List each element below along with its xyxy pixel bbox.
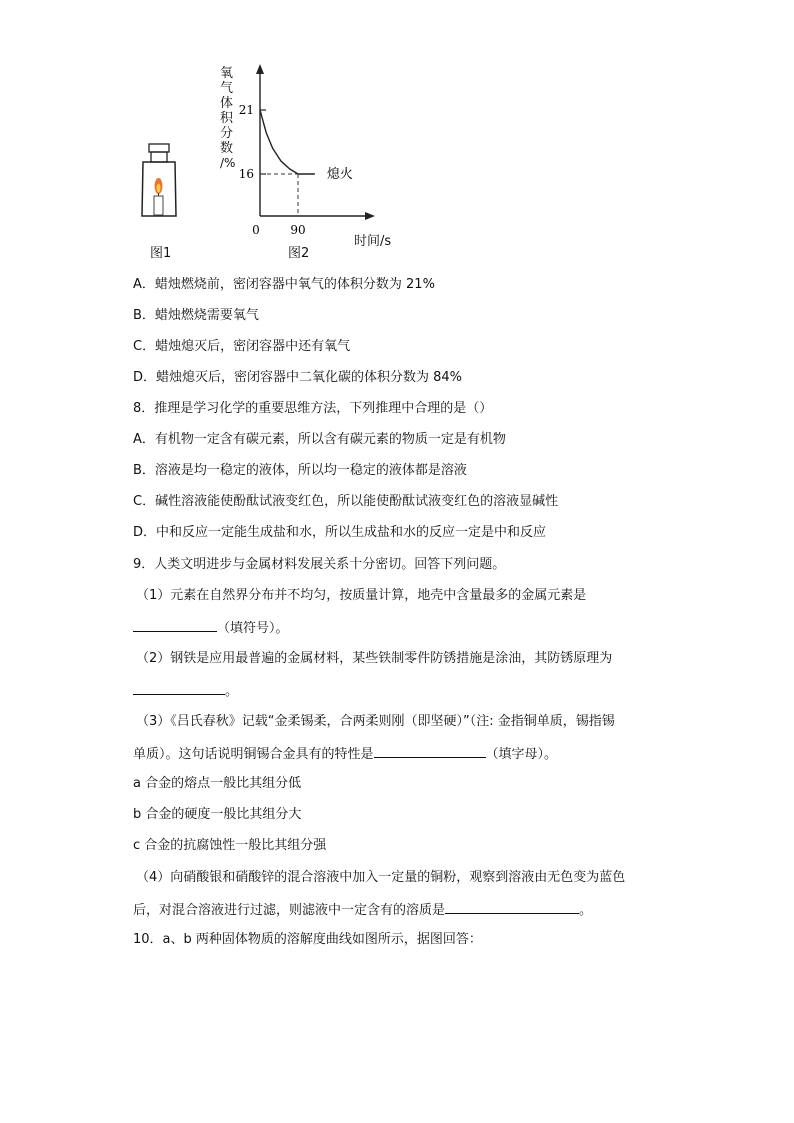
bottle-neck	[151, 152, 167, 162]
x-tick-label: 0	[252, 223, 260, 237]
y-axis-label-char: 体	[220, 96, 234, 111]
q9-part1-answer-line	[133, 618, 289, 638]
x-tick-label: 90	[290, 223, 306, 237]
answer-blank[interactable]	[445, 900, 579, 914]
q9-part3-prefix: 单质）。这句话说明铜锡合金具有的特性是	[133, 747, 374, 762]
q9-part4-suffix: 。	[579, 903, 593, 918]
q9-part3-suffix: （填字母）。	[485, 747, 558, 762]
q9-choice-a: a 合金的熔点一般比其组分低	[133, 776, 302, 791]
q9-part3-answer-line	[133, 744, 557, 764]
figures-svg	[120, 58, 440, 268]
fig1-caption: 图1	[150, 246, 172, 261]
q9-part1-text: （1）元素在自然界分布并不均匀，按质量计算，地壳中含量最多的金属元素是	[136, 588, 587, 603]
y-axis-arrow	[256, 64, 264, 74]
q8-option-b: B．溶液是均一稳定的液体，所以均一稳定的液体都是溶液	[133, 463, 467, 478]
q7-option-a: A．蜡烛燃烧前，密闭容器中氧气的体积分数为 21%	[133, 277, 435, 292]
q8-option-a: A．有机物一定含有碳元素，所以含有碳元素的物质一定是有机物	[133, 432, 506, 447]
flame-inner	[157, 184, 161, 193]
oxygen-chart	[239, 64, 375, 237]
y-axis-label	[220, 66, 235, 171]
q8-stem: 8．推理是学习化学的重要思维方法，下列推理中合理的是（）	[133, 401, 493, 416]
q7-option-d: D．蜡烛熄灭后，密闭容器中二氧化碳的体积分数为 84%	[133, 370, 463, 385]
q9-part4-answer-line	[133, 900, 592, 920]
figures-area	[120, 58, 440, 268]
q9-part2-text: （2）钢铁是应用最普遍的金属材料，某些铁制零件防锈措施是涂油，其防锈原理为	[136, 651, 613, 666]
q9-choice-b: b 合金的硬度一般比其组分大	[133, 807, 302, 822]
x-axis-label: 时间/s	[354, 234, 392, 249]
q7-option-b: B．蜡烛燃烧需要氧气	[133, 308, 259, 323]
y-axis-label-char: 积	[220, 111, 234, 126]
y-axis-label-char: 分	[220, 126, 234, 141]
y-tick-label: 21	[238, 103, 254, 117]
bottle-stopper	[149, 144, 169, 152]
q9-stem: 9．人类文明进步与金属材料发展关系十分密切。回答下列问题。	[133, 557, 506, 572]
fig2-caption: 图2	[288, 246, 310, 261]
y-axis-label-char: 氧	[220, 66, 234, 81]
candle	[154, 196, 163, 215]
q9-part2-answer-line	[133, 681, 238, 701]
oxygen-curve	[260, 110, 315, 174]
q9-part4-prefix: 后，对混合溶液进行过滤，则滤液中一定含有的溶质是	[133, 903, 446, 918]
answer-blank[interactable]	[133, 681, 225, 695]
answer-blank[interactable]	[374, 744, 486, 758]
q8-option-c: C．碱性溶液能使酚酞试液变红色，所以能使酚酞试液变红色的溶液显碱性	[133, 494, 559, 509]
x-axis-arrow	[365, 212, 375, 220]
q9-part4-text: （4）向硝酸银和硝酸锌的混合溶液中加入一定量的铜粉，观察到溶液由无色变为蓝色	[136, 870, 626, 885]
q9-part1-suffix: （填符号）。	[217, 621, 289, 636]
annotation-label: 熄火	[326, 167, 353, 182]
q9-part2-suffix: 。	[225, 684, 239, 699]
answer-blank[interactable]	[133, 618, 217, 632]
y-axis-label-char: 数	[220, 141, 234, 156]
q10-stem: 10．a、b 两种固体物质的溶解度曲线如图所示，据图回答：	[133, 932, 482, 947]
y-axis-label-char: 气	[220, 81, 234, 96]
q9-choice-c: c 合金的抗腐蚀性一般比其组分强	[133, 838, 327, 853]
q7-option-c: C．蜡烛熄灭后，密闭容器中还有氧气	[133, 339, 351, 354]
y-tick-label: 16	[238, 167, 254, 181]
q8-option-d: D．中和反应一定能生成盐和水，所以生成盐和水的反应一定是中和反应	[133, 525, 547, 540]
y-axis-label-char: /%	[220, 156, 236, 170]
q9-part3-text: （3）《吕氏春秋》记载“金柔锡柔，合两柔则刚（即坚硬）”（注: 金指铜单质，锡指锡	[136, 714, 615, 729]
bottle-candle-figure	[142, 144, 176, 216]
